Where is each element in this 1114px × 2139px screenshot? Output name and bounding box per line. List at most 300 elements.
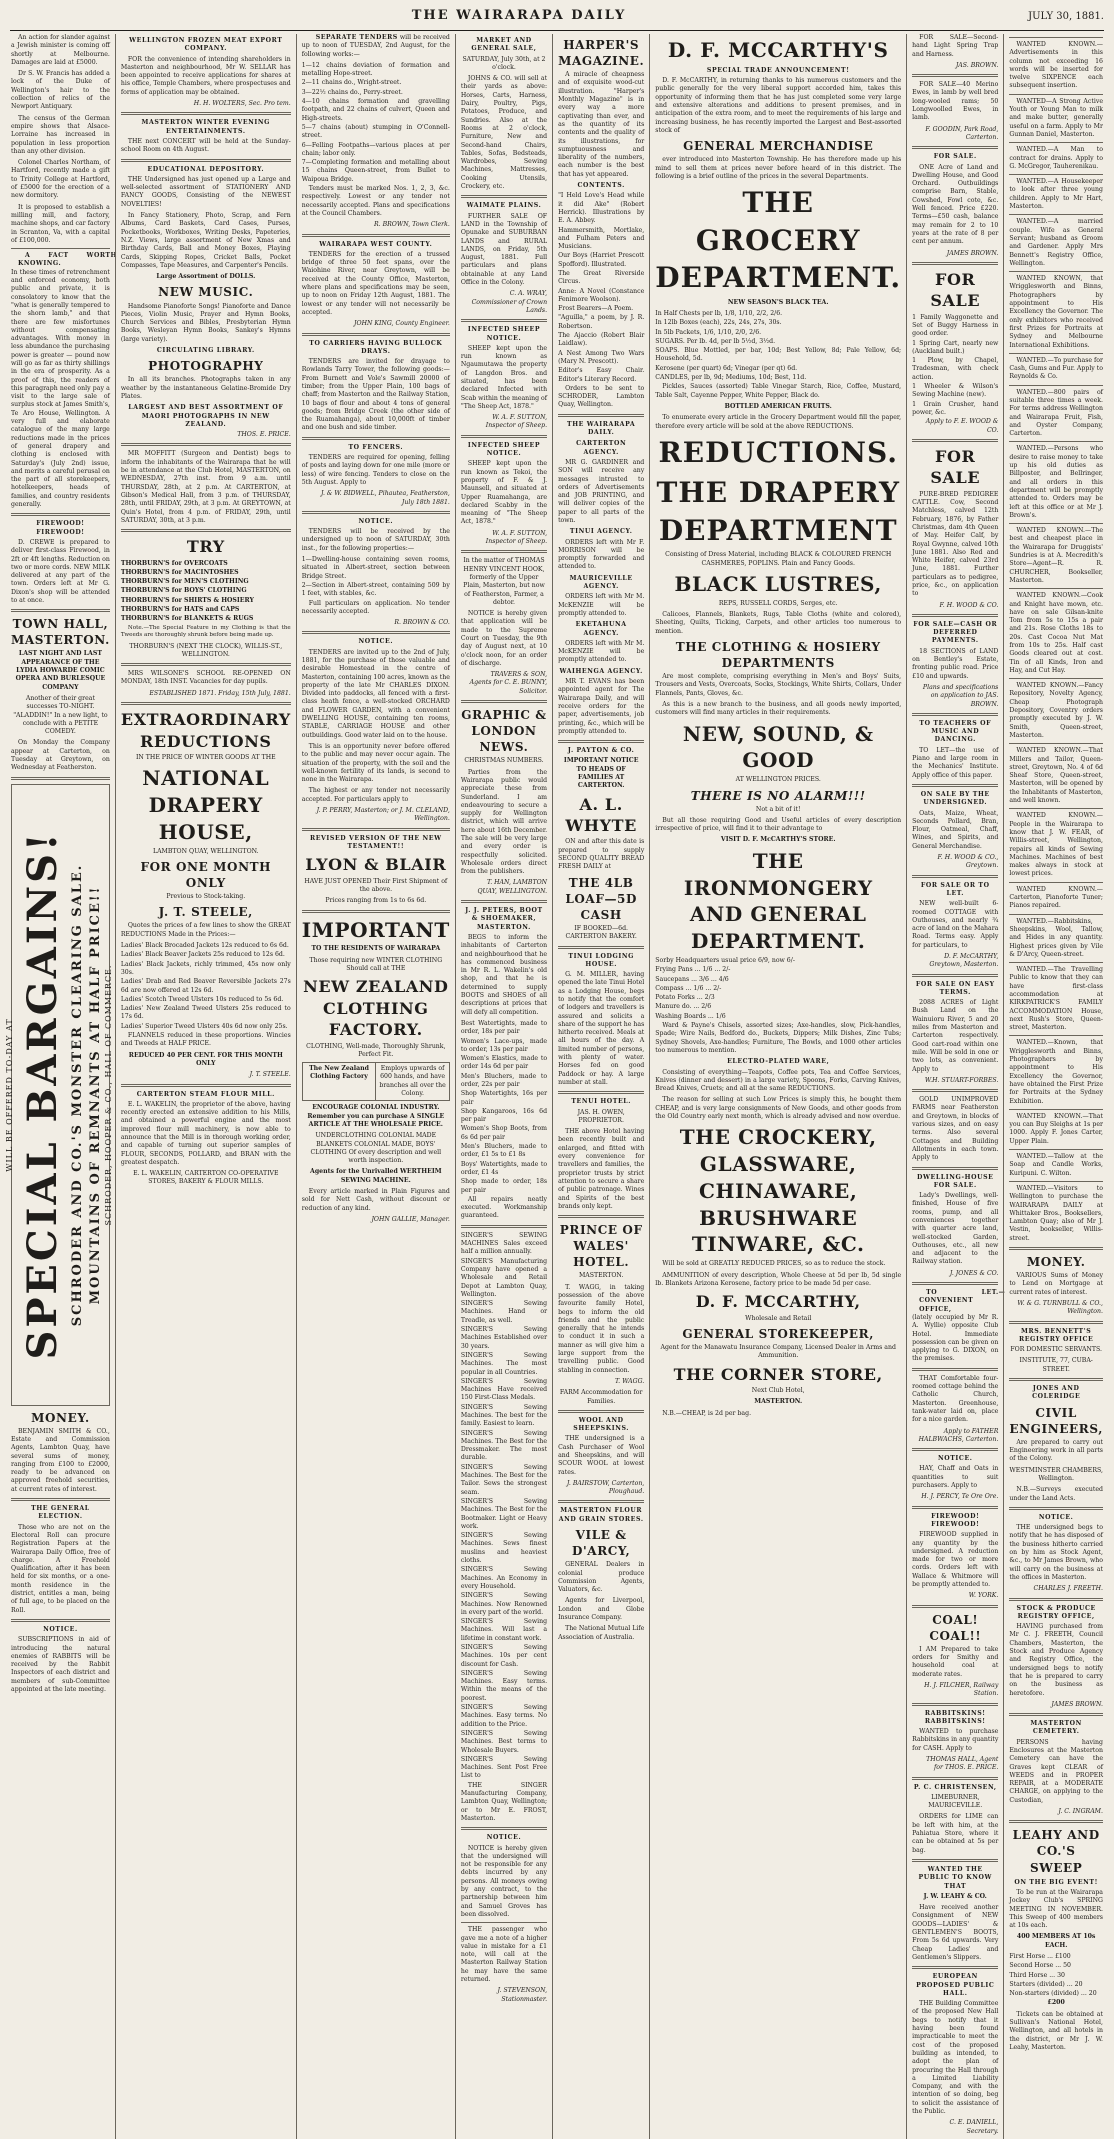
list-item: SINGER'S Sewing Machines. Sews finest muslins and heaviest cloths. [460, 1532, 548, 1565]
prizes-total: £200 [1047, 1999, 1065, 2007]
list-item: In 5lb Packets, 1/6, 1/10, 2/0, 2/6. [655, 328, 762, 336]
ekat-heading: EKETAHUNA AGENCY. [575, 621, 627, 637]
list-item: Ladies' New Zealand Tweed Ulsters 25s reduced to 17s 6d. [120, 1005, 291, 1021]
list-item: In Half Chests per lb, 1/8, 1/10, 2/2, 2/6. [655, 309, 783, 317]
list-item: SINGER'S Sewing Machines Established over 30 years. [460, 1326, 548, 1350]
peters-end: All repairs neatly executed. Workmanship guaranteed. [460, 1195, 548, 1220]
sweep-text: To be run at the Wairarapa Jockey Club's SPRING MEETING IN NOVEMBER. This Sweep of 400 members at 10s each. [1009, 1888, 1103, 1930]
graphic-heading: GRAPHIC & LONDON NEWS. [461, 708, 547, 755]
winter-heading: MASTERTON WINTER EVENING ENTERTAINMENTS. [141, 119, 271, 135]
list-item: SINGER'S Sewing Machines. 10s per cent discount for Cash. [460, 1644, 548, 1668]
election-text: Those who are not on the Electoral Roll can procure Registration Papers at the Wairarapa Daily Office, free of charge. A Freehold Qualification, after it has been held for six months, or a one-month residence in the district, entitles a man, being of full age, to be placed on the Roll. [11, 1523, 110, 1614]
lodging-heading: TINUI LODGING HOUSE. [568, 952, 634, 968]
auction-txt: Full particulars on application. No tender necessarily accepted. [301, 599, 450, 615]
wanted-ad: WANTED—A Strong Active Youth or Young Man to milk and make butter, generally useful on a farm. Apply to Mr Gunnan Daniel, Masterton. [1009, 94, 1103, 139]
list-item: SOAPS. Blue Mottled, per bar, 10d; Best Yellow, 8d; Pale Yellow, 6d; Household, 5d. [655, 347, 902, 363]
prince-sig: T. WAGG. [614, 1377, 645, 1385]
tea-heading: NEW SEASON'S BLACK TEA. [727, 298, 829, 306]
clothing-heading: THE CLOTHING & HOSIERY DEPARTMENTS [675, 639, 881, 671]
alarm-heading: THERE IS NO ALARM!!! [690, 788, 866, 803]
harper-contents: CONTENTS. [577, 182, 625, 190]
fencers-sig: J. & W. BIDWELL, Pihautea, Featherston, July 18th 1881. [320, 490, 450, 506]
wwest-text: TENDERS for the erection of a trussed bridge of three 50 feet spans, over the Waiohine River, near Greytown, will be received at the County Office, Masterton, where plans and specifications may be seen, up to noon on Friday 12th August, 1881. The lowest or any tender will not necessarily be accepted. [301, 250, 450, 316]
list-item: "I Held Love's Head while it did Ake" (Robert Herrick). Illustrations by E. A. Abbey. [558, 192, 645, 225]
column-5 [552, 34, 649, 2139]
list-item: Hammersmith, Mortlake, and Fulham Peters and Musicians. [558, 226, 645, 251]
agents-sig: JOHN GALLIE, Manager. [371, 1215, 450, 1223]
maurice-text: ORDERS left with Mr M. McKENZIE will be promptly attended to. [558, 593, 645, 617]
stock-sig: JAMES BROWN. [1051, 1700, 1103, 1708]
library-heading: CIRCULATING LIBRARY. [156, 346, 255, 354]
list-item: Frost Bearers—A Poem. [558, 305, 634, 313]
mccarthy-heading: D. F. MCCARTHY'S [667, 38, 889, 62]
wanted-ad: WANTED KNOWN.—People in the Wairarapa to know that J. W. FEAR, of Willis-street, Wellington, repairs all kinds of Sewing Machines. Machines of best makes always in stock at lowest prices. [1009, 808, 1103, 878]
ext-name: NATIONAL DRAPERY HOUSE, [142, 766, 270, 844]
important-text: Those requiring new WINTER CLOTHING Should call at THE [309, 956, 443, 972]
list-item: Washing Boards ... 1/6 [655, 1012, 726, 1020]
column-3 [296, 34, 455, 2139]
whyte-text: ON and after this date is prepared to supply SECOND QUALITY BREAD FRESH DAILY at [558, 838, 645, 871]
wdaily-heading: THE WAIRARAPA DAILY. [567, 420, 636, 437]
carterton-heading: CARTERTON AGENCY. [576, 440, 627, 456]
mccarthy-line3: GENERAL STOREKEEPER, [682, 1326, 875, 1341]
bargains-line2: SCHRODER AND CO.'S MONSTER CLEARING SALE. [70, 863, 86, 1326]
list-item: 1 Plow, by Chapel, Tradesman, with check action. [912, 357, 999, 381]
list-item: Boys' Watertights, made to order, £1 4s [460, 1160, 548, 1176]
peters-text: BEGS to inform the inhabitants of Carterton and neighbourhood that he has commenced business in Mr R. L. Wakelin's old shop, and that he is determined to supply BOOTS and SHOES of all descriptions at prices that will defy all competition. [460, 933, 548, 1016]
cemetery-sig: J. C. INGRAM. [1058, 1808, 1103, 1816]
music-text: Handsome Pianoforte Songs! Pianoforte and Dance Pieces, Violin Music, Prayer and Hymn Books, Church Services and Bibles, Presbyterian Hymn Books, Wesleyan Hymn Books, Sankey's Hymns (large variety). [120, 302, 291, 343]
sweep-heading: LEAHY AND CO.'S SWEEP [1012, 1828, 1100, 1875]
gm-heading: GENERAL MERCHANDISE [683, 139, 874, 154]
dwelling-heading: DWELLING-HOUSE FOR SALE. [917, 1173, 994, 1189]
lodging-text: G. M. MILLER, having opened the late Tinui Hotel as a Lodging House, begs to notify that the comfort of lodgers and travellers is assured and solicits a share of the support he has hitherto received. Meals at all hours of the day. A limited number of persons, with plenty of water. Horses fed on good Paddock or hay. A large number at stall. [558, 971, 645, 1086]
notice2-text-c: The highest or any tender not necessarily accepted. For particulars apply to [301, 787, 450, 803]
auction-list [302, 556, 450, 598]
forsale3-text: ONE Acre of Land and Dwelling House, and Good Orchard. Outbuildings comprise Barn, Stable, Cowshed, Fowl cote, &c. Well fenced. Price £220. Terms—£50 cash, balance may remain for 2 to 10 years at the rate of 8 per cent per annum. [912, 163, 999, 246]
steele-name: J. T. STEELE, [158, 905, 253, 920]
undersigned-text: Oats, Maize, Wheat, Seconds Pollard, Bran, Flour, Oatmeal, Chaff, Wines, and Spirits, and General Merchandise. [912, 809, 999, 850]
list-item: SINGER'S SEWING MACHINES Sales exceed half a million annually. [460, 1231, 548, 1256]
list-item: SINGER'S Sewing Machines. The most popular in all Countries. [460, 1351, 548, 1376]
fact-paragraph: A FACT WORTH KNOWING. In these times of retrenchment and enforced economy, both public and private, it is consolatory to know that the "what is generally tempered to the shorn lamb," and that there are few misfortunes without compensating advantages. With money in less abundance the purchasing power is greater — pound now will go as far as thirty shillings in the era of prosperity. As a proof of this, the readers of this paragraph need only pay a visit to the large sale of surplus stock at James Smith's, Te Aro House, Wellington. A very full and elaborate catalogue of the many large reductions made in the prices of general drapery and clothing is enclosed with Saturday's (July 2nd) issue, and merits a careful perusal on the part of all storekeepers, hotelkeepers, heads of families, and country residents generally. [11, 252, 117, 509]
cottage-text: NEW well-built 6-roomed COTTAGE with Outhouses, and nearly ¾ acre of land on the Mahara Road. Terms easy. Apply for particulars, to [912, 900, 999, 949]
jones-heading: JONES AND COLERIDGE [1032, 1385, 1081, 1401]
fencers-heading: TO FENCERS. [348, 443, 404, 451]
sheep-text: SHEEP kept upon the run known as Ngaumutawa the property of Langdon Bros. and situated, has been declared Infected with Scab within the meaning of "The Sheep Act, 1878." [460, 344, 548, 410]
town-hall-text2: On Monday the Company appear at Carterton, on Tuesday at Greytown, on Wednesday at Featherston. [11, 739, 110, 772]
wanted-ad: WANTED.—A Man to contract for drains. Apply to G. McGregor, Tauherenikau. [1009, 142, 1103, 171]
c7-firewood-sig: W. YORK. [968, 1592, 999, 1600]
tenders-text: SEPARATE TENDERS will be received up to noon of TUESDAY, 2nd August, for the following works:— [301, 34, 450, 58]
wanted-ad: WANTED KNOWN.—That Millers and Tailor, Queen-street, Greytown, No. 4 of 6d Sheaf Store, Queen-street, Masterton, will be opened by the Inhabitants of Masterton, and well known. [1009, 743, 1103, 805]
cemetery-text: PERSONS having Enclosures at the Masterton Cemetery can have the Graves kept CLEAR of WEEDS and in PROPER REPAIR, at a MODERATE CHARGE, on applying to the Custodian, [1009, 1738, 1103, 1804]
list-item: 7—Completing formation and metalling about 15 chains Queen-street, from Bullet to Waipoua Bridge. [301, 159, 450, 183]
stock-text: HAVING purchased from Mr C. J. FREETH, Council Chambers, Masterton, the Stock and Produce Agency and Registry Office, the undersigned begs to notify that he is prepared to carry on the business as heretofore. [1009, 1623, 1103, 1697]
grocery-end: Pickles, Sauces (assorted) Table Vinegar Starch, Rice, Coffee, Mustard, Table Salt, Cayenne Pepper, White Pepper, Black do. [655, 383, 902, 399]
maurice-heading: MAURICEVILLE AGENCY. [569, 574, 633, 591]
sheep2-text: SHEEP kept upon the run known as Tekoi, the property of F. & J. Maunsell, and situated at Upper Ruamahanga, are declared Scabby in the meaning of "The Sheep Act, 1878." [460, 460, 548, 526]
cheap-text: N.B.—CHEAP, is 2d per bag. [662, 1409, 752, 1417]
list-item: 1—Dwelling-house containing seven rooms, situated in Albert-street, section between Bridge Street. [301, 556, 450, 580]
list-item: Men's Bluchers, made to order, £1 5s to £1 8s [460, 1143, 548, 1159]
bargains-line4: MOUNTAINS OF REMNANTS AT HALF PRICE!! [88, 885, 104, 1304]
graphic-sig: T. HAN, LAMBTON QUAY, WELLINGTON. [477, 879, 548, 895]
plains-heading: WAIMATE PLAINS. [466, 202, 542, 210]
reductions-heading: REDUCTIONS. [658, 435, 898, 469]
town-hall-sub: LAST NIGHT AND LAST APPEARANCE OF THE LYDIA HOWARDE COMIC OPERA AND BURLESQUE COMPANY [15, 650, 106, 691]
maori-sig: THOS. E. PRICE. [237, 431, 291, 439]
column-4 [455, 34, 552, 2139]
list-item: CANDLES, per lb, 9d; Mediums, 10d; Best, 11d. [655, 374, 807, 382]
list-item: SINGER'S Sewing Machines. The Best for the Dressmaker. The most durable. [460, 1429, 548, 1462]
teachers-heading: TO TEACHERS OF MUSIC AND DANCING. [919, 719, 992, 744]
bennett-text: FOR DOMESTIC SERVANTS. [1010, 1346, 1102, 1354]
whyte-sig: IF BOOKED—6d. CARTERTON BAKERY. [565, 924, 637, 941]
try-note: Note.—The Special Feature in my Clothing is that the Tweeds are thoroughly shrunk before being made up. [120, 624, 291, 639]
list-item: The Ajaccio (Robert Blair Laidlaw). [558, 332, 645, 348]
bargains-line5: SCHRODER, HOOPER & CO., HALL OF COMMERCE. [104, 964, 114, 1226]
fs-heading: FOR SALE [930, 269, 981, 311]
list-item: THORBURN'S for SHIRTS & HOSIERY [120, 596, 254, 604]
list-item: SINGER'S Sewing Machines. Easy terms. Within the means of the poorest. [460, 1669, 548, 1702]
coal-heading: COAL! COAL!! [929, 1612, 982, 1643]
list-item: 1—12 chains deviation of formation and metalling Hope-street. [301, 61, 450, 78]
c8-notice-text: THE undersigned begs to notify that he has disposed of the business hitherto carried on by him as Stock Agent, &c., to Mr James Brown, who will carry on the business at the offices in Masterton. [1009, 1524, 1103, 1581]
whyte-price: THE 4LB LOAF—5D CASH [565, 875, 638, 922]
notice-text: SUBSCRIPTIONS in aid of introducing the natural enemies of RABBITS will be received by the Rabbit Inspectors of each district and members of sub-Committee appointed at the late meeting. [11, 1636, 110, 1693]
fashion-heading: FARM Accommodation for Families. [559, 1389, 643, 1405]
column-8 [1003, 34, 1108, 2139]
plains-sig: C. A. WRAY, Commissioner of Crown Lands. [471, 290, 548, 314]
wanted-ad: WANTED.—To purchase for Cash, Gums and Fur. Apply to Reynolds & Co. [1009, 353, 1103, 382]
c7-firewood-heading: FIREWOOD! FIREWOOD! [931, 1512, 980, 1528]
money-text: BENJAMIN SMITH & CO., Estate and Commission Agents, Lambton Quay, have several sums of money, ranging from £100 to £2000, ready to be advanced on approved freehold securities, at current rates of interest. [11, 1427, 110, 1493]
list-item: Compass ... 1/6 ... 2/- [655, 984, 722, 992]
list-item: Saucepans ... 3/6 ... 4/6 [655, 975, 729, 983]
list-item: Women's Shop Boots, from 6s 6d per pair [460, 1125, 548, 1141]
list-item: Ladies' Black Jackets, richly trimmed, 45s now only 30s. [120, 960, 291, 976]
drapery-text: Consisting of Dress Material, including BLACK & COLOURED FRENCH CASHMERES, POPLINS. Plain and Fancy Goods. [665, 551, 892, 567]
encourage-text: ENCOURAGE COLONIAL INDUSTRY. Remember you can purchase A SINGLE ARTICLE AT THE WHOLESALE PRICE. [307, 1104, 445, 1128]
list-item: Anne: A Novel (Constance Fenimore Woolson). [558, 287, 645, 303]
grocery-end2: BOTTLED AMERICAN FRUITS. [724, 402, 832, 410]
c8-money-text: VARIOUS Sums of Money to Lend on Mortgage at current rates of interest. [1009, 1272, 1103, 1296]
wanted-ad: WANTED.—800 pairs of suitable three times a week. For terms address Wellington and Wairarapa Fruit, Fish, and Oyster Company, Carterton. [1009, 385, 1103, 439]
stock-heading: STOCK & PRODUCE REGISTRY OFFICE, [1016, 1604, 1096, 1620]
epns-text: Consisting of everything—Teapots, Coffee pots, Tea and Coffee Services, Knives (dinner and dessert) in a large variety, Spoons, Forks, Carving Knives, Bread Knives, Cruets; and all at the same REDUCTIONS. [655, 1068, 902, 1093]
nb-text: N.B.—Surveys executed under the Land Acts. [1009, 1486, 1103, 1502]
peters-list [461, 1020, 547, 1195]
list-item: Manure do. ... 2/6 [655, 1003, 712, 1011]
crockery-text: Will be sold at GREATLY REDUCED PRICES, so as to reduce the stock. [662, 1260, 886, 1268]
mill-heading: MASTERTON FLOUR AND GRAIN STORES. [558, 1507, 644, 1523]
nz-box-right: Employs upwards of 600 hands, and have branches all over the Colony. [379, 1065, 446, 1098]
c7-hall-text: THE Building Committee of the proposed New Hall begs to notify that it having been found impracticable to meet the cost of the proposed building as intended, to adopt the plan of procuring the Hall through a Limited Liability Company, and with the intention of so doing, beg to solicit the assistance of the Public. [912, 2000, 999, 2115]
list-item: SINGER'S Sewing Machines. Hand or Treadle, as well. [460, 1300, 548, 1324]
c7-notice-text: HAY, Chaff and Oats in quantities to suit purchasers. Apply to [912, 1465, 999, 1490]
rabbitskins-text: WANTED to purchase Rabbitskins in any quantity for CASH. Apply to [912, 1728, 999, 1752]
chris-text2: ORDERS for LIME can be left with him, at the Pahiatua Store, where it can be obtained at 5s per bag. [912, 1813, 999, 1854]
estate-sig: TRAVERS & SON, Agents for C. E. BUNNY, Solicitor. [469, 671, 548, 695]
town-hall-text: Another of their great successes TO-NIGHT. "ALADDIN!" In a new light, to conclude with a PETITE COMEDY. [13, 694, 108, 736]
wwest-heading: WAIRARAPA WEST COUNTY. [319, 240, 433, 248]
list-item: 4—10 chains formation and gravelling footpath, and 22 chains of culvert, Queen and High-streets. [301, 98, 450, 122]
steele-text: Quotes the prices of a few lines to show the GREAT REDUCTIONS Made in the Prices:— [120, 922, 291, 938]
auction-heading: NOTICE. [358, 517, 394, 525]
news-paragraph: An action for slander against a Jewish minister is coming off shortly at Melbourne. Damages are laid at £5000. [11, 34, 110, 66]
wanted-ad: WANTED KNOWN, that Wrigglesworth and Binns, Photographers by appointment to His Excellency the Governor. The only exhibitors who received first Prizes for Portraits at Sydney and Melbourne International Exhibitions. [1009, 271, 1103, 350]
list-item: SINGER'S Sewing Machines. The Best for the Tailor. Sews the strongest seam. [460, 1463, 548, 1496]
list-item: Our Boys (Harriet Prescott Spofford). Illustrated. [558, 252, 645, 268]
list-item: THORBURN'S for MACINTOSHES [120, 568, 239, 576]
sweep-sub: ON THE BIG EVENT! [1014, 1878, 1098, 1886]
list-item: SINGER'S Sewing Machines. An Economy in every Household. [460, 1566, 548, 1590]
undersigned-heading: ON SALE BY THE UNDERSIGNED. [920, 790, 990, 807]
sweep-members: 400 MEMBERS AT 10s EACH. [1016, 1933, 1096, 1949]
list-item: 2—11 chains do., Wright-street. [301, 79, 402, 87]
list-item: 1 Grain Crusher, hand power, &c. [912, 400, 999, 416]
sheep2-heading: INFECTED SHEEP NOTICE. [467, 441, 541, 458]
revised-heading: REVISED VERSION OF THE NEW TESTAMENT!! [309, 834, 442, 850]
waihenga-text: MR T. EVANS has been appointed agent for The Wairarapa Daily, and will receive orders for the paper, advertisements, job printing, &c., which will be promptly attended to. [558, 678, 645, 735]
cattle-sig: F. H. WOOD & CO. [939, 601, 999, 609]
underclothing-text: UNDERCLOTHING COLONIAL MADE BLANKETS COLONIAL MADE, BOYS' CLOTHING Of every description and well worth inspection. [310, 1132, 442, 1165]
wanted-ad: WANTED.—The Travelling Public to know that they can have first-class accommodation at KIRKPATRICK'S FAMILY ACCOMMODATION House, next Rush's Store, Queen-street, Masterton. [1009, 962, 1103, 1032]
corner-heading: THE CORNER STORE, [673, 1364, 883, 1384]
clothing-text2: As this is a new branch to the business, and all goods newly imported, customers will find many articles in their requirements. [655, 701, 902, 717]
photo-heading: PHOTOGRAPHY [148, 359, 264, 374]
easy-sig: W.H. STUART-FORBES. [924, 1076, 999, 1084]
ext-loc: LAMBTON QUAY, WELLINGTON. [152, 847, 259, 855]
winter-text: THE next CONCERT will be held at the Sunday-school Room on 4th August. [120, 137, 291, 154]
corner-line3: MASTERTON. [754, 1398, 803, 1406]
list-item: Second Horse ... 50 [1009, 1962, 1071, 1970]
list-item: SINGER'S Manufacturing Company have opened a Wholesale and Retail Depot at Lambton Quay, Wellington. [460, 1257, 548, 1298]
list-item: SINGER'S Sewing Machines. The best for the family. Easiest to learn. [460, 1403, 548, 1428]
auction-text: TENDERS will be received by the undersigned up to noon of SATURDAY, 30th inst., for the following properties:— [301, 528, 450, 552]
list-item: SINGER'S Sewing Machines. Now Renowned in every part of the world. [460, 1592, 548, 1616]
bullock-heading: TO CARRIERS HAVING BULLOCK DRAYS. [309, 339, 443, 355]
list-item: First Horse ... £100 [1009, 1952, 1071, 1960]
wanted-ad: WANTED KNOWN.—Fancy Repository, Novelty Agency, Cheap Photograph Depository, Coventry orders promptly executed by J. W. Smith, Queen-street, Masterton. [1009, 678, 1103, 740]
steele-end: FLANNELS reduced in these proportions. Wincies and Tweeds at HALF PRICE. [120, 1032, 291, 1048]
special-bargains-panel [5, 784, 114, 1406]
agents-text: Agents for the Unrivalled WERTHEIM SEWING MACHINE. [310, 1168, 442, 1184]
chris-text: LIMEBURNER, MAURICEVILLE. [928, 1793, 983, 1810]
ext-sub: IN THE PRICE OF WINTER GOODS AT THE [135, 753, 276, 761]
estate-heading: In the matter of THOMAS HENRY VINCENT HOOK, formerly of the Upper Plain, Masterton, but now of Featherston, Farmer, a debtor. [463, 557, 545, 606]
edu-text2: In Fancy Stationery, Photo, Scrap, and Fern Albums, Card Baskets, Card Cases, Purses, Pocketbooks, Workboxes, Writing Desks, Papeteries, N.Z. Views, large assortment of New Xmas and Birthday Cards, Ball and Money Boxes, Playing Cards, Skipping Ropes, Cricket Balls, Pocket Compasses, Tape Measures, and Carpenter's Pencils. [120, 212, 291, 269]
ext-for: FOR ONE MONTH ONLY [140, 859, 272, 891]
mccarthy-line2: Wholesale and Retail [745, 1314, 812, 1322]
new-text: AT WELLINGTON PRICES. [735, 776, 821, 784]
harper-text: A miracle of cheapness and of exquisite wood-cut illustration. "Harper's Monthly Magazine" is in every way a more captivating than ever, and as the quantity of its contents and the quality of its illustrations, for sumptuousness and liberality of the numbers, each number is the best that has yet appeared. [558, 71, 645, 178]
bullock-text: TENDERS are invited for drayage to Rowlands Tarry Tower, the following goods:— From Burnett and Vole's Sawmill 20000 of timber; from the Upper Plain, 100 bags of chaff; from Masterton and the Railway Station, 10 bags of flour and about 4 tons of general goods; from Bridge Creek (the other side of the Ruamahanga), about 10,000ft of timber and one bush and side timber. [301, 358, 450, 432]
fs-list [912, 314, 998, 418]
hotel-prop: JAS. H. OWEN, PROPRIETOR. [577, 1108, 625, 1124]
grocery-list [655, 310, 901, 382]
comfort-text: THAT Comfortable four-roomed cottage behind the Catholic Church, Masterton. Greenhouse, tank-water laid on, place for a nice garden. [912, 1374, 999, 1424]
list-item: Potato Forks ... 2/3 [655, 994, 715, 1002]
ext-heading: EXTRAORDINARY REDUCTIONS [120, 710, 291, 751]
tinui-heading: TINUI AGENCY. [569, 528, 633, 536]
flour-heading: CARTERTON STEAM FLOUR MILL. [136, 1090, 275, 1098]
prince-text: T. WAGG, in taking possession of the above favourite family Hotel, begs to inform the old friends and the public generally that he intends to conduct it in such a manner as will give him a large support from the travelling public. Good stabling in connection. [558, 1283, 645, 1374]
cottage-sig: D. F. McCARTHY, Greytown, Masterton. [929, 952, 999, 969]
dwelling-text: Lady's Dwellings, well-finished, House of five rooms, pump, and all conveniences together with quarter acre land, well-stocked Garden, Outhouses, etc., all new and adjacent to the Railway station. [912, 1192, 999, 1266]
sweep-end: Tickets can be obtained at Sullivan's National Hotel, Wellington, and all hotels in the district, or Mr J. W. Leahy, Masterton. [1009, 2010, 1103, 2051]
mccarthy-subheading: SPECIAL TRADE ANNOUNCEMENT! [706, 66, 850, 74]
list-item: 1 Wheeler & Wilson's Sewing Machine (new). [912, 383, 999, 399]
news-paragraph: The census of the German empire shows that Alsace-Lorraine has increased in population in less proportion than any other division. [11, 114, 110, 155]
fact-heading: A FACT WORTH KNOWING. [18, 252, 117, 268]
wanted-ad: WANTED.—Known, that Wrigglesworth and Binns, Photographers by appointment to His Excellency the Governor, have obtained the First Prize for Portraits at the Sydney Exhibition. [1009, 1035, 1103, 1105]
wanted-ad: WANTED KNOWN.—Advertisements in this column not exceeding 16 words will be inserted for twelve SIXPENCE each subsequent insertion. [1009, 37, 1103, 91]
tinui-text: ORDERS left with Mr F. MORRISON will be promptly forwarded and attended to. [558, 538, 645, 571]
ammo-text: AMMUNITION of every description, Whole Cheese at 5d per lb, 5d single lb. Blankets Arizona Kerosene, factory price to be made 5d per case. [655, 1271, 902, 1287]
election-heading: THE GENERAL ELECTION. [31, 1505, 90, 1521]
mccarthy-intro: D. F. McCARTHY, in returning thanks to his numerous customers and the public generally for the very liberal support accorded him, takes this opportunity of informing them that he has just completed some very large and extensive alterations and additions to present premises, and in anticipation of the extra room, and to meet the requirements of his large and increasing business, he has recently imported the Largest and Best-assorted stock of [655, 77, 902, 134]
list-item: In 12lb Boxes (each), 22s, 24s, 27s, 30s. [655, 319, 782, 327]
ext-prev: Previous to Stock-taking. [166, 893, 246, 901]
singer-list [461, 1232, 547, 1781]
list-item: SINGER'S Sewing Machines Have received 150 First-Class Medals. [460, 1377, 548, 1402]
thanks-heading: WANTED THE PUBLIC TO KNOW THAT [918, 1865, 993, 1890]
masthead [10, 8, 1104, 31]
carterton-text: MR G. GARDINER and SON will receive any messages intrusted to orders of Advertisements and JOB PRINTING, and will deliver copies of the paper to all parts of the town. [558, 458, 645, 524]
reduced-text: REDUCED 40 PER CENT. FOR THIS MONTH ONLY [128, 1051, 283, 1067]
try-heading: TRY [186, 537, 225, 557]
jones-sub: CIVIL ENGINEERS, [1009, 1405, 1103, 1436]
undersigned-sig: F. H. WOOD & CO., Greytown. [937, 854, 999, 870]
bargains-line3: WILL BE OFFERED TO-DAY AT [5, 1017, 15, 1172]
thorburn-list [121, 560, 291, 624]
frozen-text: FOR the convenience of intending shareholders in Masterton and neighbourhood, Mr W. SELLAR has been appointed to receive applications for shares at his office, Temple Chambers, where prospectuses and forms of application may be obtained. [120, 55, 291, 96]
estate-text: NOTICE is hereby given that application will be made to the Supreme Court on Tuesday, the 9th day of August next, at 10 o'clock noon, for an order of discharge. [460, 610, 548, 667]
nz-text: CLOTHING, Well-made, Thoroughly Shrunk, Perfect Fit. [306, 1042, 446, 1058]
cattle-heading: FOR SALE [930, 446, 981, 488]
market-heading: MARKET AND GENERAL SALE, [471, 37, 537, 53]
vile-text: GENERAL Dealers in colonial produce Commission Agents, Valuators, &c. [558, 1561, 645, 1594]
c8-money-heading: MONEY. [1026, 1255, 1086, 1269]
grocery-heading: THE GROCERY DEPARTMENT. [655, 186, 902, 295]
sheep-sig: W. A. F. SUTTON, Inspector of Sheep. [485, 414, 548, 430]
maori-heading: LARGEST AND BEST ASSORTMENT OF MAORI PHOTOGRAPHS IN NEW ZEALAND. [128, 404, 284, 428]
list-item: THORBURN'S for OVERCOATS [120, 559, 228, 567]
news-paragraph: Colonel Charles Northam, of Hartford, recently made a gift to Trinity College at Hartford, of £5000 for the erection of a new dormitory. [11, 159, 110, 200]
let-text: TO LET.—CONVENIENT OFFICE, (lately occupied by Mr R. A. Wyllie) opposite Club Hotel. Immediate possession can be given on applying to G. DIXON, on the premises. [912, 1289, 1006, 1363]
wanted-ad: WANTED.—Visitors to Wellington to purchase the WAIRARAPA DAILY at Whittaker Bros., Booksellers, Lambton Quay; also of Mr J. Vestin, bookseller, Willis-street. [1009, 1181, 1103, 1243]
list-item: Shop Kangaroos, 16s 6d per pair [460, 1107, 548, 1124]
thanks-sig: J. W. LEAHY & CO. [923, 1892, 987, 1900]
wwest-sig: JOHN KING, County Engineer. [354, 320, 450, 328]
lyon-name: LYON & BLAIR [305, 855, 447, 875]
sale-sig: Plans and specifications on application to JAS. BROWN. [922, 683, 999, 708]
moffitt-text: MR MOFFITT (Surgeon and Dentist) begs to inform the inhabitants of the Wairarapa that he will be in attendance at the Club Hotel, MASTERTON, on WEDNESDAY, 27th inst. from 9 a.m. until THURSDAY, 28th, at 2 p.m. At CARTERTON, at Gibson's Medical Hall, from 3 p.m. of THURSDAY, 28th, until FRIDAY, 29th, at 3 p.m. At GREYTOWN, at Quin's Hotel, from 4 p.m. of FRIDAY, 29th, until SATURDAY, 30th, at 3 p.m. [120, 450, 291, 524]
firewood-text: D. CREWE is prepared to deliver first-class Firewood, in 2ft or 4ft lengths. Reduction on two or more cords. NEW MILK delivered at any part of the town. Orders left at Mr G. Dixon's shop will be attended to at once. [11, 538, 110, 604]
clothing-text: Are most complete, comprising everything in Men's and Boys' Suits, Trousers and Vests, Overcoats, Socks, Stockings, White Shirts, Collars, Under Flannels, Pants, Gloves, &c. [655, 673, 902, 697]
forsale1-sig: JAS. BROWN. [955, 61, 999, 69]
notice2-sig: J. P. PERRY, Masterton; or J. M. CLELAND, Wellington. [316, 807, 450, 823]
wanted-ad: WANTED.—A married couple. Wife as General Servant; husband as Groom and Gardener. Apply Mrs Bennett's Registry Office, Wellington. [1009, 214, 1103, 268]
payton-text: IMPORTANT NOTICE TO HEADS OF FAMILIES AT CARTERTON. [563, 757, 639, 790]
c7-notice-sig: H. J. PERCY, Te Ore Ore. [921, 1493, 999, 1501]
frozen-heading: WELLINGTON FROZEN MEAT EXPORT COMPANY. [129, 37, 283, 53]
agents-txt: Every article marked in Plain Figures and sold for Nett Cash, without discount or reduction of any kind. [301, 1188, 450, 1212]
graphic-sub: CHRISTMAS NUMBERS. [464, 757, 544, 765]
list-item: SINGER'S Sewing Machines. Easy terms. No addition to the Price. [460, 1704, 548, 1728]
town-hall-heading: TOWN HALL, MASTERTON. [11, 617, 110, 648]
alarm-text: Not a bit of it! [755, 805, 801, 813]
list-item: Sorby Headquarters usual price 6/9, now 6/- [655, 956, 795, 964]
steele-list [121, 942, 291, 1031]
chris-name: P. C. CHRISTENSEN, [913, 1783, 997, 1791]
c8-notice-heading: NOTICE. [1038, 1513, 1074, 1521]
c7-hall-heading: EUROPEAN PROPOSED PUBLIC HALL. [916, 1973, 995, 1997]
sale-text: 18 SECTIONS of LAND on Bentley's Estate, fronting public road. Price £10 and upwards. [912, 647, 999, 680]
iron-heading: THE IRONMONGERY AND GENERAL DEPARTMENT. [683, 848, 873, 954]
money-heading: MONEY. [31, 1410, 90, 1425]
grocery-end3: To enumerate every article in the Grocery Department would fill the paper, therefore every article will be sold at the above REDUCTIONS. [655, 414, 902, 430]
new-heading: NEW, SOUND, & GOOD [682, 721, 874, 773]
jones-text: Are prepared to carry out Engineering work in all parts of the Colony. [1009, 1438, 1103, 1463]
corner-line2: Next Club Hotel, [751, 1387, 805, 1395]
gm-text: ever introduced into Masterton Township. He has therefore made up his mind to sell them at prices never before heard of in this district. The following is a brief outline of the prices in the several Departments. [655, 156, 902, 180]
important-heading: IMPORTANT [301, 917, 450, 942]
forsale2-sig: F. GOODIN, Park Road, Carterton. [925, 125, 999, 141]
prince-heading: PRINCE OF WALES' HOTEL. [559, 1223, 643, 1270]
list-item: The Great Riverside Circus. [558, 269, 645, 286]
cattle-text: PURE-BRED PEDIGREE CATTLE. Cow, Second Matchless, calved 12th February, 1876, by Father Christmas, dam 4th Queen of May. Heifer Calf, by Royal Gwynne, calved 10th June 1881. Also Red and White Heifer, calved 23rd June, 1881. Further particulars as to pedigree, price, &c., on application to [912, 490, 999, 598]
list-item: Ladies' Superior Tweed Ulsters 40s 6d now only 25s. [120, 1022, 288, 1030]
c7-hall-sig: C. E. DANIELL, Secretary. [949, 2119, 999, 2135]
column-7 [906, 34, 1006, 2139]
mccarthy-name: D. F. MCCARTHY, [695, 1292, 861, 1312]
fs-sig: Apply to F. E. WOOD & CO. [925, 418, 999, 434]
c8-notice-sig: CHARLES J. FREETH. [1033, 1585, 1103, 1593]
rabbitskins-sig: THOMAS HALL, Agent for THOS. E. PRICE. [926, 1756, 999, 1772]
notice-heading: NOTICE. [43, 1625, 78, 1633]
black-text: REPS, RUSSELL CORDS, Serges, etc. [718, 599, 838, 607]
black-heading: BLACK LUSTRES, [674, 571, 882, 596]
bennett-sig: INSTITUTE, 77, CUBA-STREET. [1019, 1357, 1093, 1373]
lyon-price: Prices ranging from 1s to 6s 6d. [325, 897, 427, 905]
notice3-text: NOTICE is hereby given that the undersigned will not be responsible for any debts incurred by any persons. All moneys owing by any contract, to the partnership between him and Samuel Groves has been dissolved. [460, 1844, 548, 1918]
dwelling-sig: J. JONES & CO. [949, 1269, 999, 1277]
wool-heading: WOOL AND SHEEPSKINS. [573, 1416, 630, 1433]
list-item: Ladies' Scotch Tweed Ulsters 10s reduced to 5s 6d. [120, 995, 284, 1003]
wanted-ad: WANTED KNOWN.—Cook and Knight have mown, etc. have on sale Gilsan-knite Tom from 5s to 15s a pair and 21s. Rose Cloths 18s to 20s. Cast Cocoa Nut Mat from 10s to 25s. Half cast Goods cleared out at cost. Tin of all Kinds, Iron and Hay, and Cut Hay. [1009, 588, 1103, 675]
wanted-ad: WANTED.—Persons who desire to raise money to take up his old duties as Billposter, and Bellringer, and all orders in this department will be promptly attended to. Orders may be left at this office or at Mr J. Brown's. [1009, 441, 1103, 520]
list-item: Ladies' Drab and Red Beaver Reversible Jackets 27s 6d are now offered at 12s 6d. [120, 978, 291, 994]
news-paragraphs [11, 34, 110, 245]
bargains-line1: SPECIAL BARGAINS! [19, 830, 67, 1360]
easy-heading: FOR SALE ON EASY TERMS. [915, 980, 995, 996]
epns-heading: ELECTRO-PLATED WARE, [727, 1058, 830, 1066]
lyon-text: HAVE JUST OPENED Their First Shipment of the above. [304, 877, 448, 893]
notice4-text: THE passenger who gave me a note of a higher value in mistake for a £1 note, will call at the Masterton Railway Station he may have the same returned. [460, 1926, 548, 1983]
alarm-text3: But all those requiring Good and Useful articles of every description irrespective of price, will find it to their advantage to [655, 816, 902, 833]
reason-text: The reason for selling at such Low Prices is simply this, he bought them CHEAP, and is very large consignments of New Goods, and other goods from the Old Country early next month, which is already advised and now overdue. [655, 1096, 902, 1120]
forsale-heading: FOR SALE. [933, 153, 977, 161]
list-item: 3—22½ chains do., Perry-street. [301, 88, 403, 96]
forsale3-sig: JAMES BROWN. [946, 249, 999, 257]
bennett-heading: MRS. BENNETT'S REGISTRY OFFICE [1019, 1327, 1094, 1343]
music-heading: NEW MUSIC. [158, 285, 254, 300]
news-paragraph: It is proposed to establish a milling mill, and factory, machine shops, and car factory in Scranton, Va, with a capital of £100,000. [11, 203, 110, 244]
flour-text: E. L. WAKELIN, the proprietor of the above, having recently erected an extensive addition to his Mills, and obtained a powerful engine and the most improved flour mill machinery, is now able to announce that the Mill is in thorough working order, and capable of turning out superior samples of FLOUR, SECONDS, POLLARD, and BRAN with the greatest despatch. [120, 1100, 291, 1166]
